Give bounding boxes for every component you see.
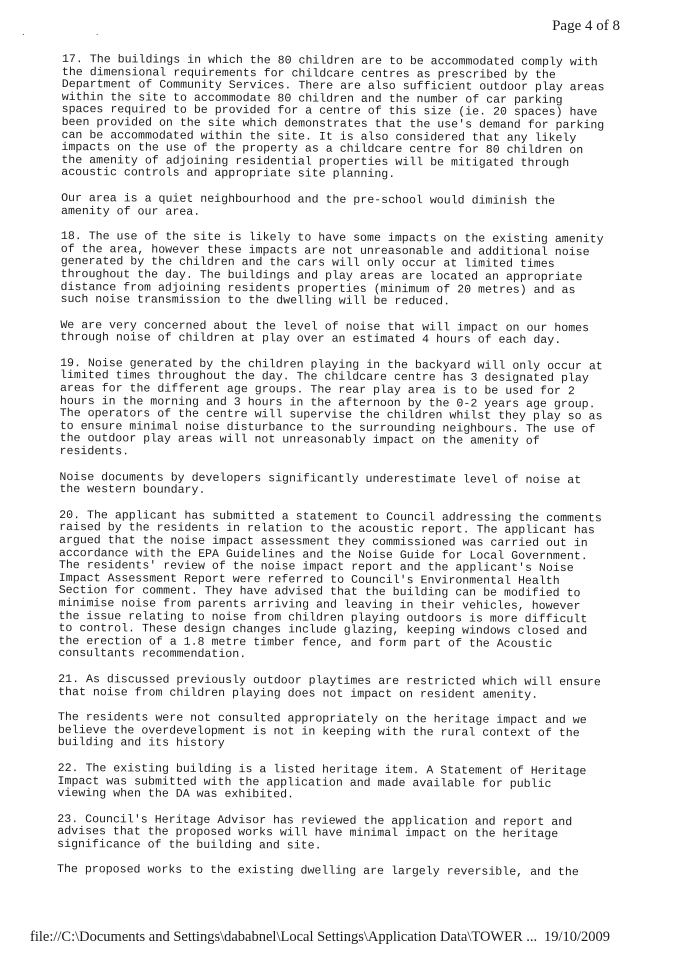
page-footer bbox=[30, 929, 610, 946]
footer-date: 19/10/2009 bbox=[543, 929, 610, 945]
paragraph-21: 21. As discussed previously outdoor playtimes are restricted which will ensure that noise from children playing does not impact on resident amenity. bbox=[58, 672, 601, 702]
document-body bbox=[57, 54, 610, 893]
paragraph-22: 22. The existing building is a listed heritage item. A Statement of Heritage Impact was submitted with the application and made available for public viewing when the DA was exhibited. bbox=[57, 761, 587, 802]
page-number: Page 4 of 8 bbox=[552, 18, 620, 34]
paragraph-18: 18. The use of the site is likely to have some impacts on the existing amenity of the area, however these impacts are not unreasonable and additional noise generated by the children and the cars will only occur at limited times throughout the day. The buildings and play areas are located an appropriate distance from adjoining residents properties (minimum of 20 metres) and as such noise transmission to the dwelling will be reduced. bbox=[60, 230, 604, 309]
objection-noise-documents: Noise documents by developers significantly underestimate level of noise at the western boundary. bbox=[59, 470, 582, 498]
objection-amenity: Our area is a quiet neighbourhood and the pre-school would diminish the amenity of our area. bbox=[61, 191, 556, 219]
paragraph-20: 20. The applicant has submitted a statement to Council addressing the comments raised by the residents in relation to the acoustic report. The applicant has argued that the noise impact assessment they commissioned was carried out in accordance with the EPA Guidelines and the Noise Guide for Local Government. The residents' review of the noise impact report and the applicant's Noise Impact Assessment Report were referred to Council's Environmental Health Section for comment. They have advised that the building can be modified to minimise noise from parents arriving and leaving in their vehicles, however the issue relating to noise from children playing outdoors is more difficult to control. These design changes include glazing, keeping windows closed and the erection of a 1.8 metre timber fence, and form part of the Acoustic consultants recommendation. bbox=[58, 508, 602, 662]
paragraph-23: 23. Council's Heritage Advisor has reviewed the application and report and advises that the proposed works will have minimal impact on the heritage significance of the building and site. bbox=[57, 812, 573, 853]
scan-marks: . . bbox=[22, 28, 133, 38]
paragraph-continued: The proposed works to the existing dwelling are largely reversible, and the bbox=[56, 863, 579, 880]
footer-file-path: file://C:\Documents and Settings\dababnel\Local Settings\Application Data\TOWER ... bbox=[30, 929, 538, 945]
objection-heritage: The residents were not consulted appropriately on the heritage impact and we believe the overdevelopment is not in keeping with the rural context of the building and its history bbox=[57, 711, 587, 751]
objection-noise-homes: We are very concerned about the level of noise that will impact on our homes through noise of children at play over an estimated 4 hours of each day. bbox=[60, 318, 590, 348]
paragraph-19: 19. Noise generated by the children playing in the backyard will only occur at limited times throughout the day. The childcare centre has 3 designated play areas for the different age groups. The rear play area is to be used for 2 hours in the morning and 3 hours in the afternoon by the 0-2 years age group. The operators of the centre will supervise the children whilst they play so as to ensure minimal noise disturbance to the surrounding neighbours. The use of the outdoor play areas will not unreasonably impact on the amenity of residents. bbox=[59, 356, 603, 459]
paragraph-17: 17. The buildings in which the 80 children are to be accommodated comply with the dimensional requirements for childcare centres as prescribed by the Department of Community Services. There are also sufficient outdoor play areas within the site to accommodate 80 children and the number of car parking spaces required to be provided for a centre of this size (ie. 20 spaces) have been provided on the site which demonstrates that the use's demand for parking can be accommodated within the site. It is also considered that any likely impacts on the use of the property as a childcare centre for 80 children on the amenity of adjoining residential properties will be mitigated through acoustic controls and appropriate site planning. bbox=[61, 53, 605, 182]
